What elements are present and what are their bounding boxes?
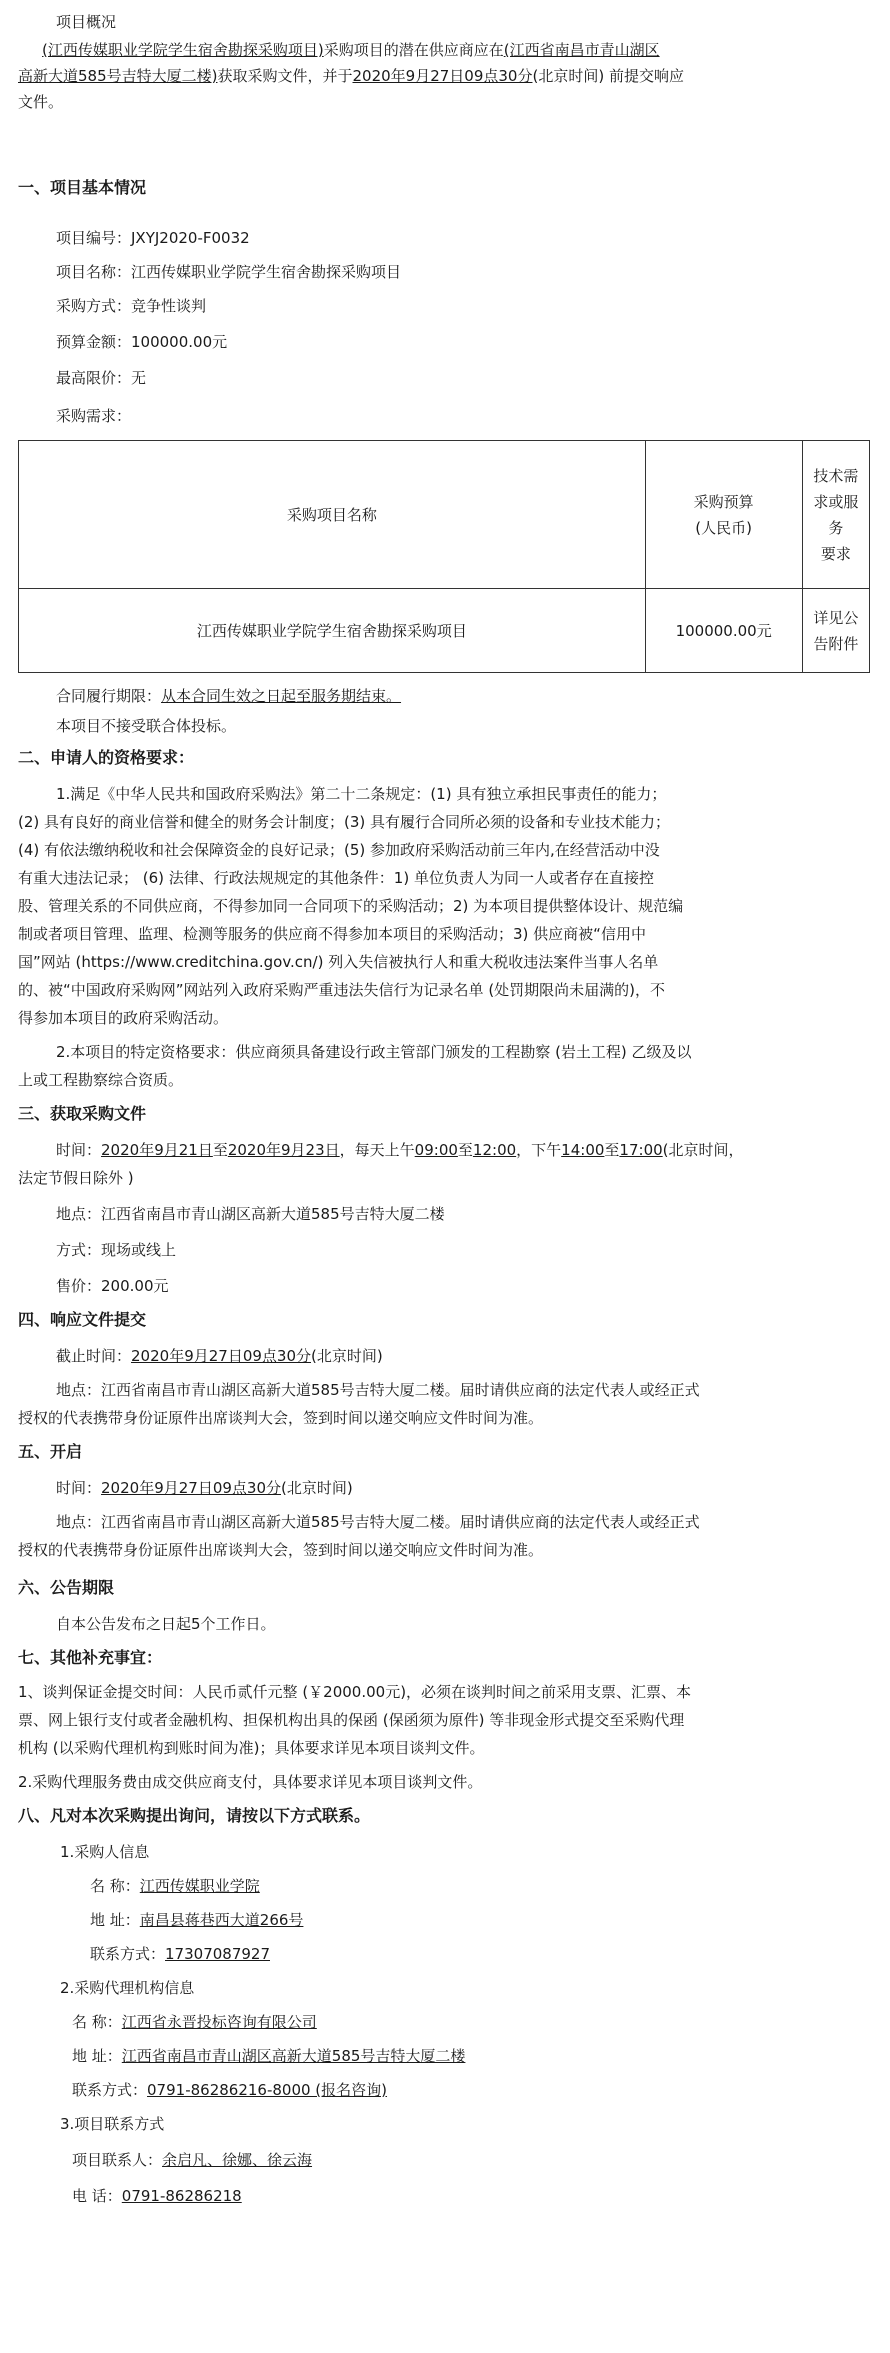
intro-line-2	[18, 66, 684, 86]
contract-period-value: 从本合同生效之日起至服务期结束。	[161, 687, 402, 705]
qualification-line: 国”网站 (https://www.creditchina.gov.cn/) 列入失信被执行人和重大税收违法案件当事人名单	[18, 953, 659, 971]
opening-time-tz: (北京时间)	[281, 1479, 353, 1497]
submission-deadline	[56, 1346, 383, 1366]
project-contact-person	[72, 2150, 312, 2170]
cell-budget: 100000.00元	[645, 589, 802, 673]
project-contact-phone-value: 0791-86286218	[121, 2187, 242, 2205]
contract-period-label: 合同履行期限：	[56, 687, 162, 705]
obtain-time-label: 时间：	[56, 1141, 102, 1159]
section-5-title: 五、开启	[18, 1442, 83, 1461]
agency-address-label: 地 址：	[72, 2047, 122, 2065]
obtain-price: 售价：200.00元	[56, 1277, 169, 1295]
obtain-text: (北京时间，	[662, 1141, 744, 1159]
purchaser-address-label: 地 址：	[90, 1911, 140, 1929]
obtain-time	[56, 1140, 744, 1160]
section-4-title: 四、响应文件提交	[18, 1310, 147, 1329]
opening-time	[56, 1478, 353, 1498]
intro-address-cont: 高新大道585号吉特大厦二楼)	[18, 67, 218, 85]
special-qualification: 上或工程勘察综合资质。	[18, 1071, 184, 1089]
submission-deadline-label: 截止时间：	[56, 1347, 132, 1365]
purchaser-address-value: 南昌县蒋巷西大道266号	[139, 1911, 304, 1929]
header-tech	[802, 441, 869, 589]
submission-deadline-tz: (北京时间)	[311, 1347, 383, 1365]
requirements-table	[18, 440, 870, 673]
obtain-text: ，下午	[516, 1141, 562, 1159]
supplement-line: 机构 (以采购代理机构到账时间为准)；具体要求详见本项目谈判文件。	[18, 1739, 485, 1757]
qualification-line: 制或者项目管理、监理、检测等服务的供应商不得参加本项目的采购活动；3) 供应商被“信用中	[18, 925, 646, 943]
header-tech-line: 务	[828, 518, 844, 537]
purchaser-info-title: 1.采购人信息	[60, 1843, 150, 1861]
obtain-am-start: 09:00	[414, 1141, 458, 1159]
header-tech-line: 要求	[820, 544, 851, 563]
obtain-pm-end: 17:00	[619, 1141, 663, 1159]
purchaser-name	[90, 1876, 260, 1896]
procurement-method: 采购方式：竞争性谈判	[56, 297, 207, 315]
project-contact-title: 3.项目联系方式	[60, 2115, 165, 2133]
purchaser-name-value: 江西传媒职业学院	[139, 1877, 260, 1895]
supplement-line: 票、网上银行支付或者金融机构、担保机构出具的保函 (保函须为原件) 等非现金形式提交至采购代理	[18, 1711, 685, 1729]
cell-tech-line: 告附件	[813, 634, 859, 653]
qualification-line: 股、管理关系的不同供应商，不得参加同一合同项下的采购活动；2) 为本项目提供整体设计、规范编	[18, 897, 684, 915]
special-qualification: 2.本项目的特定资格要求：供应商须具备建设行政主管部门颁发的工程勘察 (岩土工程) 乙级及以	[56, 1043, 692, 1061]
intro-address: (江西省南昌市青山湖区	[503, 41, 660, 59]
obtain-to: 至	[604, 1141, 620, 1159]
qualification-line: 有重大违法记录； (6) 法律、行政法规规定的其他条件：1) 单位负责人为同一人或者存在直接控	[18, 869, 654, 887]
contract-period	[56, 686, 401, 706]
obtain-text: ，每天上午	[339, 1141, 415, 1159]
purchaser-contact-label: 联系方式：	[90, 1945, 166, 1963]
header-budget-line: (人民币)	[695, 518, 753, 537]
agency-contact	[72, 2080, 387, 2100]
opening-time-value: 2020年9月27日09点30分	[101, 1479, 281, 1497]
intro-text: 采购项目的潜在供应商应在	[323, 41, 504, 59]
submission-place: 授权的代表携带身份证原件出席谈判大会，签到时间以递交响应文件时间为准。	[18, 1409, 544, 1427]
agency-name-value: 江西省永晋投标咨询有限公司	[121, 2013, 317, 2031]
agency-info-title: 2.采购代理机构信息	[60, 1979, 195, 1997]
purchaser-contact-value: 17307087927	[165, 1945, 270, 1963]
section-1-title: 一、项目基本情况	[18, 178, 147, 197]
project-contact-phone-label: 电 话：	[72, 2187, 122, 2205]
obtain-pm-start: 14:00	[561, 1141, 605, 1159]
section-8-title: 八、凡对本次采购提出询问，请按以下方式联系。	[18, 1806, 371, 1825]
purchaser-address	[90, 1910, 303, 1930]
submission-place: 地点：江西省南昌市青山湖区高新大道585号吉特大厦二楼。届时请供应商的法定代表人或经正式	[56, 1381, 700, 1399]
project-name: 项目名称：江西传媒职业学院学生宿舍勘探采购项目	[56, 263, 402, 281]
section-7-title: 七、其他补充事宜：	[18, 1648, 163, 1667]
intro-line-3: 文件。	[18, 93, 64, 111]
intro-text: 获取采购文件，并于	[217, 67, 353, 85]
intro-line-1	[42, 40, 660, 60]
qualification-line: 的、被“中国政府采购网”网站列入政府采购严重违法失信行为记录名单 (处罚期限尚未届满的)，不	[18, 981, 666, 999]
overview-heading: 项目概况	[56, 13, 117, 31]
budget-amount: 预算金额：100000.00元	[56, 333, 228, 351]
agency-contact-value: 0791-86286216-8000 (报名咨询)	[147, 2081, 388, 2099]
agency-address	[72, 2046, 465, 2066]
project-contact-person-value: 余启凡、徐娜、徐云海	[162, 2151, 313, 2169]
section-6-title: 六、公告期限	[18, 1578, 115, 1597]
project-contact-phone	[72, 2186, 242, 2206]
obtain-am-end: 12:00	[472, 1141, 517, 1159]
obtain-to: 至	[457, 1141, 473, 1159]
purchaser-name-label: 名 称：	[90, 1877, 140, 1895]
qualification-line: 1.满足《中华人民共和国政府采购法》第二十二条规定：(1) 具有独立承担民事责任的能力；	[56, 785, 667, 803]
qualification-line: (2) 具有良好的商业信誉和健全的财务会计制度；(3) 具有履行合同所必须的设备和专业技术能力；	[18, 813, 671, 831]
notice-period: 自本公告发布之日起5个工作日。	[56, 1615, 276, 1633]
submission-deadline-value: 2020年9月27日09点30分	[131, 1347, 311, 1365]
project-contact-person-label: 项目联系人：	[72, 2151, 163, 2169]
agency-contact-label: 联系方式：	[72, 2081, 148, 2099]
obtain-mode: 方式：现场或线上	[56, 1241, 177, 1259]
purchaser-contact	[90, 1944, 270, 1964]
cell-project-name: 江西传媒职业学院学生宿舍勘探采购项目	[19, 589, 646, 673]
header-tech-line: 求或服	[813, 492, 859, 511]
header-budget-line: 采购预算	[693, 492, 754, 511]
qualification-line: (4) 有依法缴纳税收和社会保障资金的良好记录；(5) 参加政府采购活动前三年内,在经营活动中没	[18, 841, 660, 859]
requirements-label: 采购需求：	[56, 407, 132, 425]
section-2-title: 二、申请人的资格要求：	[18, 748, 195, 767]
obtain-place: 地点：江西省南昌市青山湖区高新大道585号吉特大厦二楼	[56, 1205, 445, 1223]
intro-project: (江西传媒职业学院学生宿舍勘探采购项目)	[42, 41, 324, 59]
consortium-note: 本项目不接受联合体投标。	[56, 717, 237, 735]
ceiling-price: 最高限价：无	[56, 369, 147, 387]
supplement-line: 2.采购代理服务费由成交供应商支付，具体要求详见本项目谈判文件。	[18, 1773, 483, 1791]
obtain-start-date: 2020年9月21日	[101, 1141, 213, 1159]
intro-deadline: 2020年9月27日09点30分	[352, 67, 533, 85]
agency-address-value: 江西省南昌市青山湖区高新大道585号吉特大厦二楼	[121, 2047, 466, 2065]
intro-text: (北京时间) 前提交响应	[532, 67, 684, 85]
agency-name	[72, 2012, 317, 2032]
project-code: 项目编号：JXYJ2020-F0032	[56, 229, 250, 247]
cell-tech-line: 详见公	[813, 608, 859, 627]
obtain-to: 至	[212, 1141, 228, 1159]
opening-time-label: 时间：	[56, 1479, 102, 1497]
header-budget	[645, 441, 802, 589]
opening-place: 授权的代表携带身份证原件出席谈判大会，签到时间以递交响应文件时间为准。	[18, 1541, 544, 1559]
header-tech-line: 技术需	[813, 466, 859, 485]
qualification-line: 得参加本项目的政府采购活动。	[18, 1009, 229, 1027]
header-project-name: 采购项目名称	[19, 441, 646, 589]
section-3-title: 三、获取采购文件	[18, 1104, 147, 1123]
agency-name-label: 名 称：	[72, 2013, 122, 2031]
opening-place: 地点：江西省南昌市青山湖区高新大道585号吉特大厦二楼。届时请供应商的法定代表人或经正式	[56, 1513, 700, 1531]
obtain-end-date: 2020年9月23日	[227, 1141, 340, 1159]
cell-tech	[802, 589, 869, 673]
supplement-line: 1、谈判保证金提交时间：人民币贰仟元整 (￥2000.00元)，必须在谈判时间之前采用支票、汇票、本	[18, 1683, 692, 1701]
obtain-time-note: 法定节假日除外 )	[18, 1169, 134, 1187]
